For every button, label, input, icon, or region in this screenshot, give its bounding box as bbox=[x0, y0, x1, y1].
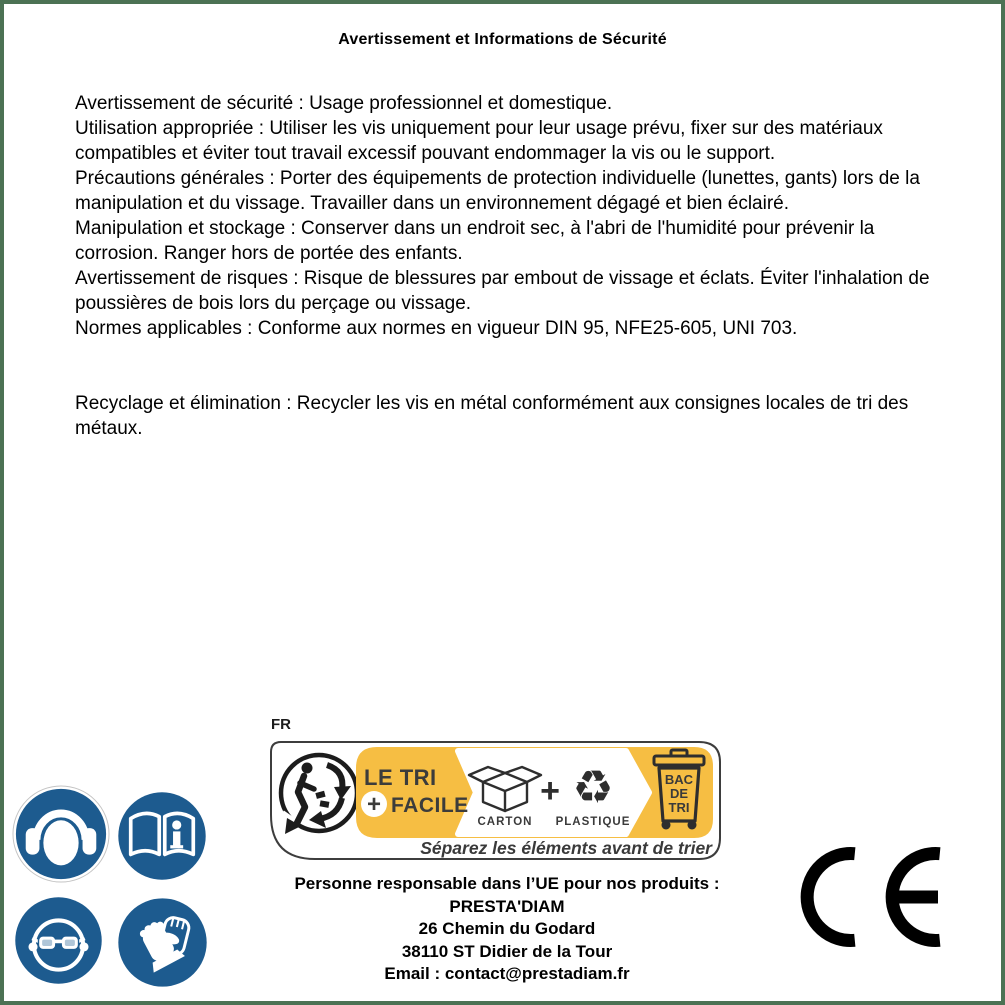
headline-top: LE TRI bbox=[364, 765, 437, 790]
address-street: 26 Chemin du Godard bbox=[418, 919, 596, 938]
responsible-intro: Personne responsable dans l’UE pour nos produits : bbox=[294, 874, 720, 893]
country-code-label: FR bbox=[271, 716, 291, 733]
read-instruction-manual-icon bbox=[116, 790, 208, 882]
bin-label-line1: BAC bbox=[664, 772, 694, 787]
wear-eye-protection-icon bbox=[13, 895, 104, 986]
plus-separator-icon: + bbox=[540, 772, 560, 810]
plus-badge-icon: + bbox=[366, 791, 382, 818]
paragraph-precautions: Précautions générales : Porter des équipements de protection individuelle (lunettes, gants) lors de la manipulation et du vissage. Travailler dans un environnement dégagé et bien éclairé. bbox=[75, 168, 920, 214]
paragraph-stockage: Manipulation et stockage : Conserver dans un endroit sec, à l'abri de l'humidité pour prévenir la corrosion. Ranger hors de portée des enfants. bbox=[75, 218, 875, 264]
wear-protective-gloves-icon bbox=[116, 896, 209, 989]
paragraph-utilisation: Utilisation appropriée : Utiliser les vis uniquement pour leur usage prévu, fixer sur des matériaux compatibles et éviter tout travail excessif pouvant endommager la vis ou le support. bbox=[75, 118, 883, 164]
page-title: Avertissement et Informations de Sécurité bbox=[338, 31, 667, 48]
material-carton-label: CARTON bbox=[477, 816, 533, 828]
bin-label-line3: TRI bbox=[668, 800, 690, 815]
responsible-person-block bbox=[247, 873, 767, 986]
ce-mark-icon bbox=[797, 843, 951, 951]
info-tri-recycling-label bbox=[269, 740, 722, 862]
paragraph-usage: Avertissement de sécurité : Usage professionnel et domestique. bbox=[75, 93, 613, 114]
headline-bottom: FACILE bbox=[391, 794, 469, 817]
wear-ear-protection-icon bbox=[12, 785, 110, 883]
paragraph-recyclage: Recyclage et élimination : Recycler les vis en métal conformément aux consignes locales de tri des métaux. bbox=[75, 393, 909, 439]
paragraph-normes: Normes applicables : Conforme aux normes en vigueur DIN 95, NFE25-605, UNI 703. bbox=[75, 318, 798, 339]
company-name: PRESTA'DIAM bbox=[449, 896, 565, 916]
recycling-triangle-icon: ♻ bbox=[572, 761, 614, 813]
safety-text bbox=[75, 91, 956, 441]
address-city: 38110 ST Didier de la Tour bbox=[401, 941, 613, 961]
contact-email: Email : contact@prestadiam.fr bbox=[384, 964, 630, 983]
bin-label-line2: DE bbox=[669, 786, 689, 801]
material-plastique-label: PLASTIQUE bbox=[555, 816, 631, 828]
sorting-bin-icon bbox=[654, 750, 704, 830]
label-footer-text: Séparez les éléments avant de trier bbox=[420, 838, 712, 858]
paragraph-risques: Avertissement de risques : Risque de blessures par embout de vissage et éclats. Éviter l'inhalation de poussières de bois lors du perçage ou vissage. bbox=[75, 268, 930, 314]
